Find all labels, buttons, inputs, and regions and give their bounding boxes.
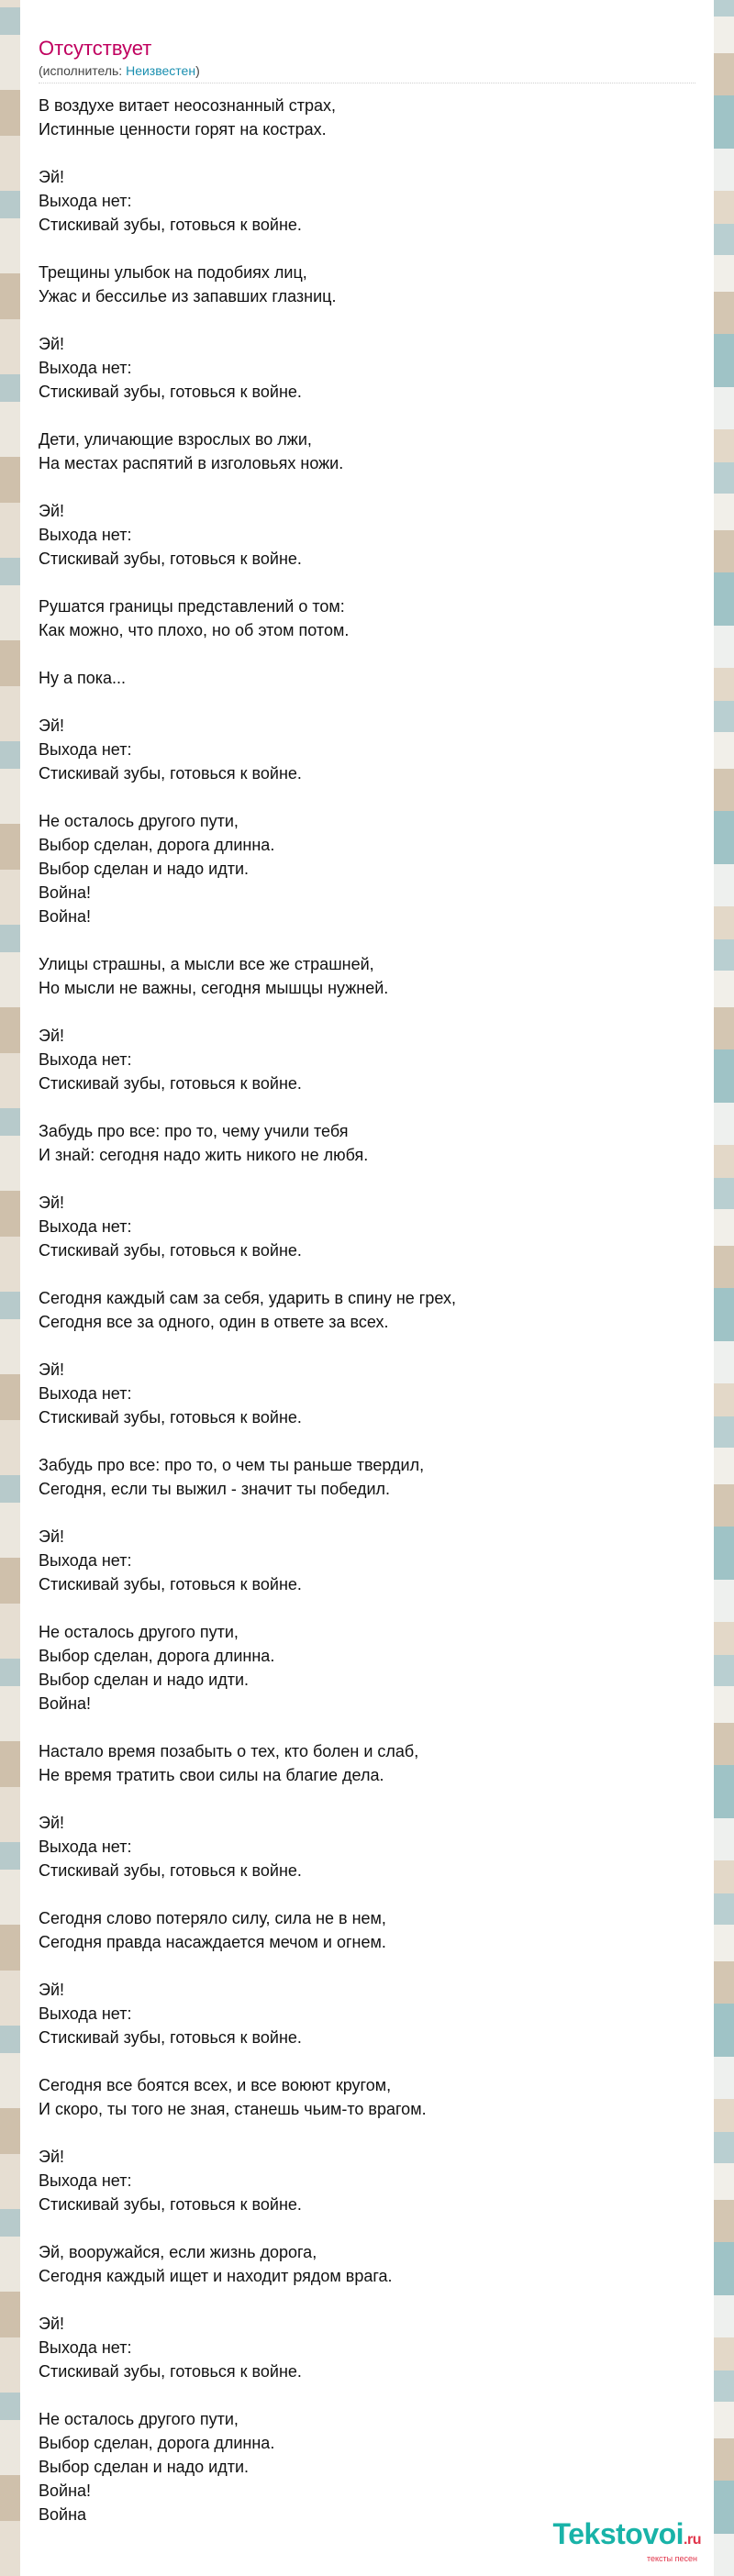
lyrics-line: Забудь про все: про то, чему учили тебя: [39, 1122, 349, 1140]
lyrics-line: Эй!: [39, 502, 64, 520]
lyrics-line: Выбор сделан и надо идти.: [39, 860, 250, 878]
lyrics-line: Эй, вооружайся, если жизнь дорога,: [39, 2243, 317, 2261]
lyrics-line: Не осталось другого пути,: [39, 2410, 239, 2428]
song-header: [39, 37, 695, 83]
lyrics-line: Эй!: [39, 1027, 64, 1045]
lyrics-stanza: [39, 2145, 695, 2216]
lyrics-line: Эй!: [39, 1194, 64, 1212]
lyrics-stanza: [39, 1525, 695, 1596]
lyrics-line: Выхода нет:: [39, 526, 132, 544]
lyrics-text: [39, 94, 695, 2550]
lyrics-line: Выбор сделан, дорога длинна.: [39, 836, 275, 854]
logo-subtitle: тексты песен: [646, 2554, 697, 2563]
lyrics-line: Стискивай зубы, готовься к войне.: [39, 1575, 302, 1593]
song-title: Отсутствует: [39, 37, 152, 60]
lyrics-stanza: [39, 261, 695, 308]
lyrics-stanza: [39, 1453, 695, 1501]
lyrics-line: Эй!: [39, 2148, 64, 2166]
lyrics-line: Стискивай зубы, готовься к войне.: [39, 550, 302, 568]
lyrics-line: Стискивай зубы, готовься к войне.: [39, 1861, 302, 1880]
lyrics-line: Выхода нет:: [39, 1050, 132, 1069]
lyrics-stanza: [39, 1978, 695, 2049]
lyrics-stanza: [39, 1191, 695, 1262]
background-stripes-left: [0, 0, 20, 2576]
lyrics-line: Выхода нет:: [39, 1551, 132, 1570]
lyrics-line: Эй!: [39, 1360, 64, 1379]
lyrics-stanza: [39, 952, 695, 1000]
lyrics-line: Выбор сделан и надо идти.: [39, 1671, 250, 1689]
logo-tld: .ru: [684, 2532, 701, 2548]
lyrics-stanza: [39, 1286, 695, 1334]
lyrics-line: Ужас и бессилье из запавших глазниц.: [39, 287, 337, 305]
lyrics-line: Сегодня каждый сам за себя, ударить в спину не грех,: [39, 1289, 456, 1307]
lyrics-line: На местах распятий в изголовьях ножи.: [39, 454, 344, 472]
lyrics-line: Выбор сделан, дорога длинна.: [39, 2434, 275, 2452]
lyrics-line: Стискивай зубы, готовься к войне.: [39, 1074, 302, 1093]
lyrics-line: Не осталось другого пути,: [39, 812, 239, 830]
lyrics-stanza: [39, 1358, 695, 1429]
lyrics-line: Сегодня все за одного, один в ответе за всех.: [39, 1313, 389, 1331]
lyrics-line: Как можно, что плохо, но об этом потом.: [39, 621, 350, 639]
lyrics-line: Стискивай зубы, готовься к войне.: [39, 1408, 302, 1427]
lyrics-line: Выхода нет:: [39, 740, 132, 759]
lyrics-line: Стискивай зубы, готовься к войне.: [39, 216, 302, 234]
lyrics-line: Эй!: [39, 335, 64, 353]
lyrics-line: И скоро, ты того не зная, станешь чьим-то врагом.: [39, 2100, 427, 2118]
lyrics-stanza: [39, 594, 695, 642]
lyrics-line: Эй!: [39, 1981, 64, 1999]
lyrics-line: Война!: [39, 2482, 92, 2500]
lyrics-line: Трещины улыбок на подобиях лиц,: [39, 263, 307, 282]
site-logo[interactable]: [553, 2518, 701, 2563]
lyrics-line: Война!: [39, 1694, 92, 1713]
lyrics-line: Война!: [39, 883, 92, 902]
lyrics-stanza: [39, 332, 695, 404]
artist-link[interactable]: Неизвестен: [126, 63, 196, 78]
lyrics-line: Сегодня правда насаждается мечом и огнем.: [39, 1933, 386, 1951]
lyrics-line: И знай: сегодня надо жить никого не любя.: [39, 1146, 369, 1164]
artist-line: [39, 62, 695, 79]
lyrics-stanza: [39, 714, 695, 785]
lyrics-stanza: [39, 809, 695, 928]
lyrics-line: Выхода нет:: [39, 2004, 132, 2023]
lyrics-line: Выхода нет:: [39, 1217, 132, 1236]
lyrics-stanza: [39, 427, 695, 475]
lyrics-stanza: [39, 2240, 695, 2288]
lyrics-line: Выхода нет:: [39, 359, 132, 377]
logo-wordmark: [553, 2518, 701, 2556]
lyrics-line: Сегодня все боятся всех, и все воюют кругом,: [39, 2076, 392, 2094]
logo-text: Tekstovoi: [552, 2517, 684, 2550]
artist-suffix: ): [195, 63, 200, 78]
lyrics-line: Война!: [39, 907, 92, 926]
lyrics-line: Рушатся границы представлений о том:: [39, 597, 345, 616]
lyrics-stanza: [39, 2407, 695, 2526]
lyrics-stanza: [39, 165, 695, 237]
lyrics-stanza: [39, 499, 695, 571]
artist-prefix: (исполнитель:: [39, 63, 127, 78]
lyrics-line: Истинные ценности горят на кострах.: [39, 120, 327, 139]
lyrics-stanza: [39, 1906, 695, 1954]
lyrics-line: Стискивай зубы, готовься к войне.: [39, 383, 302, 401]
lyrics-line: Ну а пока...: [39, 669, 127, 687]
lyrics-line: Сегодня слово потеряло силу, сила не в нем,: [39, 1909, 386, 1927]
lyrics-page: [20, 0, 714, 2576]
lyrics-line: Война: [39, 2505, 87, 2524]
lyrics-line: Эй!: [39, 1527, 64, 1546]
lyrics-line: Выхода нет:: [39, 1838, 132, 1856]
lyrics-stanza: [39, 1811, 695, 1882]
lyrics-line: Улицы страшны, а мысли все же страшней,: [39, 955, 374, 973]
lyrics-line: Дети, уличающие взрослых во лжи,: [39, 430, 312, 449]
lyrics-line: Не осталось другого пути,: [39, 1623, 239, 1641]
lyrics-line: Эй!: [39, 1814, 64, 1832]
lyrics-line: Выхода нет:: [39, 2338, 132, 2357]
lyrics-line: Выбор сделан, дорога длинна.: [39, 1647, 275, 1665]
lyrics-line: Эй!: [39, 168, 64, 186]
lyrics-stanza: [39, 1119, 695, 1167]
lyrics-line: Стискивай зубы, готовься к войне.: [39, 2028, 302, 2047]
lyrics-stanza: [39, 1024, 695, 1095]
lyrics-stanza: [39, 2312, 695, 2383]
lyrics-line: Стискивай зубы, готовься к войне.: [39, 1241, 302, 1260]
lyrics-line: Стискивай зубы, готовься к войне.: [39, 764, 302, 783]
lyrics-line: Стискивай зубы, готовься к войне.: [39, 2195, 302, 2214]
lyrics-line: Настало время позабыть о тех, кто болен и слаб,: [39, 1742, 419, 1760]
lyrics-line: Не время тратить свои силы на благие дела.: [39, 1766, 384, 1784]
lyrics-line: В воздухе витает неосознанный страх,: [39, 96, 336, 115]
lyrics-line: Сегодня, если ты выжил - значит ты победил.: [39, 1480, 391, 1498]
background-stripes-right: [714, 0, 734, 2576]
lyrics-line: Эй!: [39, 2315, 64, 2333]
lyrics-stanza: [39, 1620, 695, 1715]
lyrics-stanza: [39, 1739, 695, 1787]
lyrics-stanza: [39, 94, 695, 141]
lyrics-line: Стискивай зубы, готовься к войне.: [39, 2362, 302, 2381]
lyrics-line: Выхода нет:: [39, 2171, 132, 2190]
lyrics-line: Но мысли не важны, сегодня мышцы нужней.: [39, 979, 389, 997]
lyrics-line: Выхода нет:: [39, 1384, 132, 1403]
lyrics-line: Сегодня каждый ищет и находит рядом врага.: [39, 2267, 393, 2285]
lyrics-line: Забудь про все: про то, о чем ты раньше твердил,: [39, 1456, 425, 1474]
lyrics-line: Эй!: [39, 716, 64, 735]
lyrics-line: Выбор сделан и надо идти.: [39, 2458, 250, 2476]
lyrics-line: Выхода нет:: [39, 192, 132, 210]
lyrics-stanza: [39, 666, 695, 690]
lyrics-stanza: [39, 2073, 695, 2121]
